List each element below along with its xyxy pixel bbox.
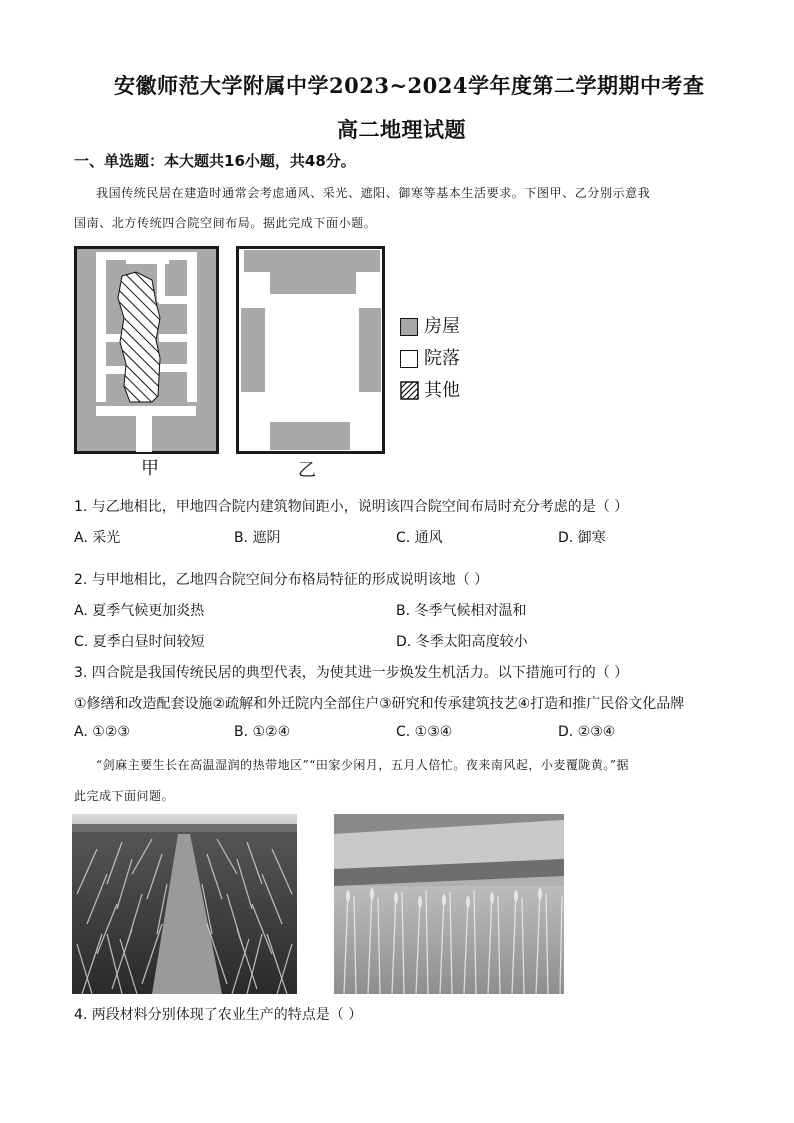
- q3-stem: 3. 四合院是我国传统民居的典型代表，为使其进一步焕发生机活力。以下措施可行的（ ）: [74, 665, 629, 681]
- legend: [398, 310, 478, 410]
- legend-other-label: 其他: [424, 380, 460, 401]
- q2-option-d: D. 冬季太阳高度较小: [396, 634, 528, 650]
- label-jia: 甲: [141, 458, 159, 479]
- legend-house-label: 房屋: [424, 316, 460, 337]
- intro1-line2: 国南、北方传统四合院空间布局。据此完成下面小题。: [74, 216, 377, 230]
- q1-option-d: D. 御寒: [558, 530, 606, 546]
- wheat-field-photo: [334, 814, 564, 994]
- exam-subtitle: 高二地理试题: [337, 117, 466, 142]
- q1-option-b: B. 遮阴: [234, 530, 281, 546]
- q3-options-line: ①修缮和改造配套设施②疏解和外迁院内全部住户③研究和传承建筑技艺④打造和推广民俗文化品牌: [74, 696, 685, 712]
- q1-option-a: A. 采光: [74, 530, 121, 546]
- legend-other-swatch: [400, 381, 420, 401]
- label-yi: 乙: [298, 460, 316, 481]
- q4-stem: 4. 两段材料分别体现了农业生产的特点是（ ）: [74, 1007, 363, 1023]
- legend-courtyard-swatch: [400, 350, 418, 368]
- section-heading: 一、单选题：本大题共16小题，共48分。: [74, 152, 356, 170]
- sisal-field-photo: [72, 814, 297, 994]
- q1-stem: 1. 与乙地相比，甲地四合院内建筑物间距小，说明该四合院空间布局时充分考虑的是（ ）: [74, 499, 629, 515]
- q2-option-b: B. 冬季气候相对温和: [396, 603, 527, 619]
- q3-option-d: D. ②③④: [558, 724, 616, 740]
- q1-option-c: C. 通风: [396, 530, 443, 546]
- legend-courtyard-label: 院落: [424, 348, 460, 369]
- q2-stem: 2. 与甲地相比，乙地四合院空间分布格局特征的形成说明该地（ ）: [74, 572, 489, 588]
- q3-option-c: C. ①③④: [396, 724, 453, 740]
- courtyard-jia-map: [74, 246, 220, 456]
- q2-option-a: A. 夏季气候更加炎热: [74, 603, 205, 619]
- q2-option-c: C. 夏季白昼时间较短: [74, 634, 205, 650]
- intro2-line2: 此完成下面问题。: [74, 789, 175, 803]
- intro1-line1: 我国传统民居在建造时通常会考虑通风、采光、遮阳、御寒等基本生活要求。下图甲、乙分别示意我: [96, 186, 651, 200]
- q3-option-b: B. ①②④: [234, 724, 291, 740]
- q3-option-a: A. ①②③: [74, 724, 130, 740]
- exam-title: 安徽师范大学附属中学2023~2024学年度第二学期期中考查: [114, 73, 705, 98]
- intro2-line1: “剑麻主要生长在高温湿润的热带地区”“田家少闲月，五月人倍忙。夜来南风起，小麦覆陇黄。”据: [96, 758, 630, 772]
- courtyard-yi-map: [236, 246, 386, 456]
- legend-house-swatch: [400, 318, 418, 336]
